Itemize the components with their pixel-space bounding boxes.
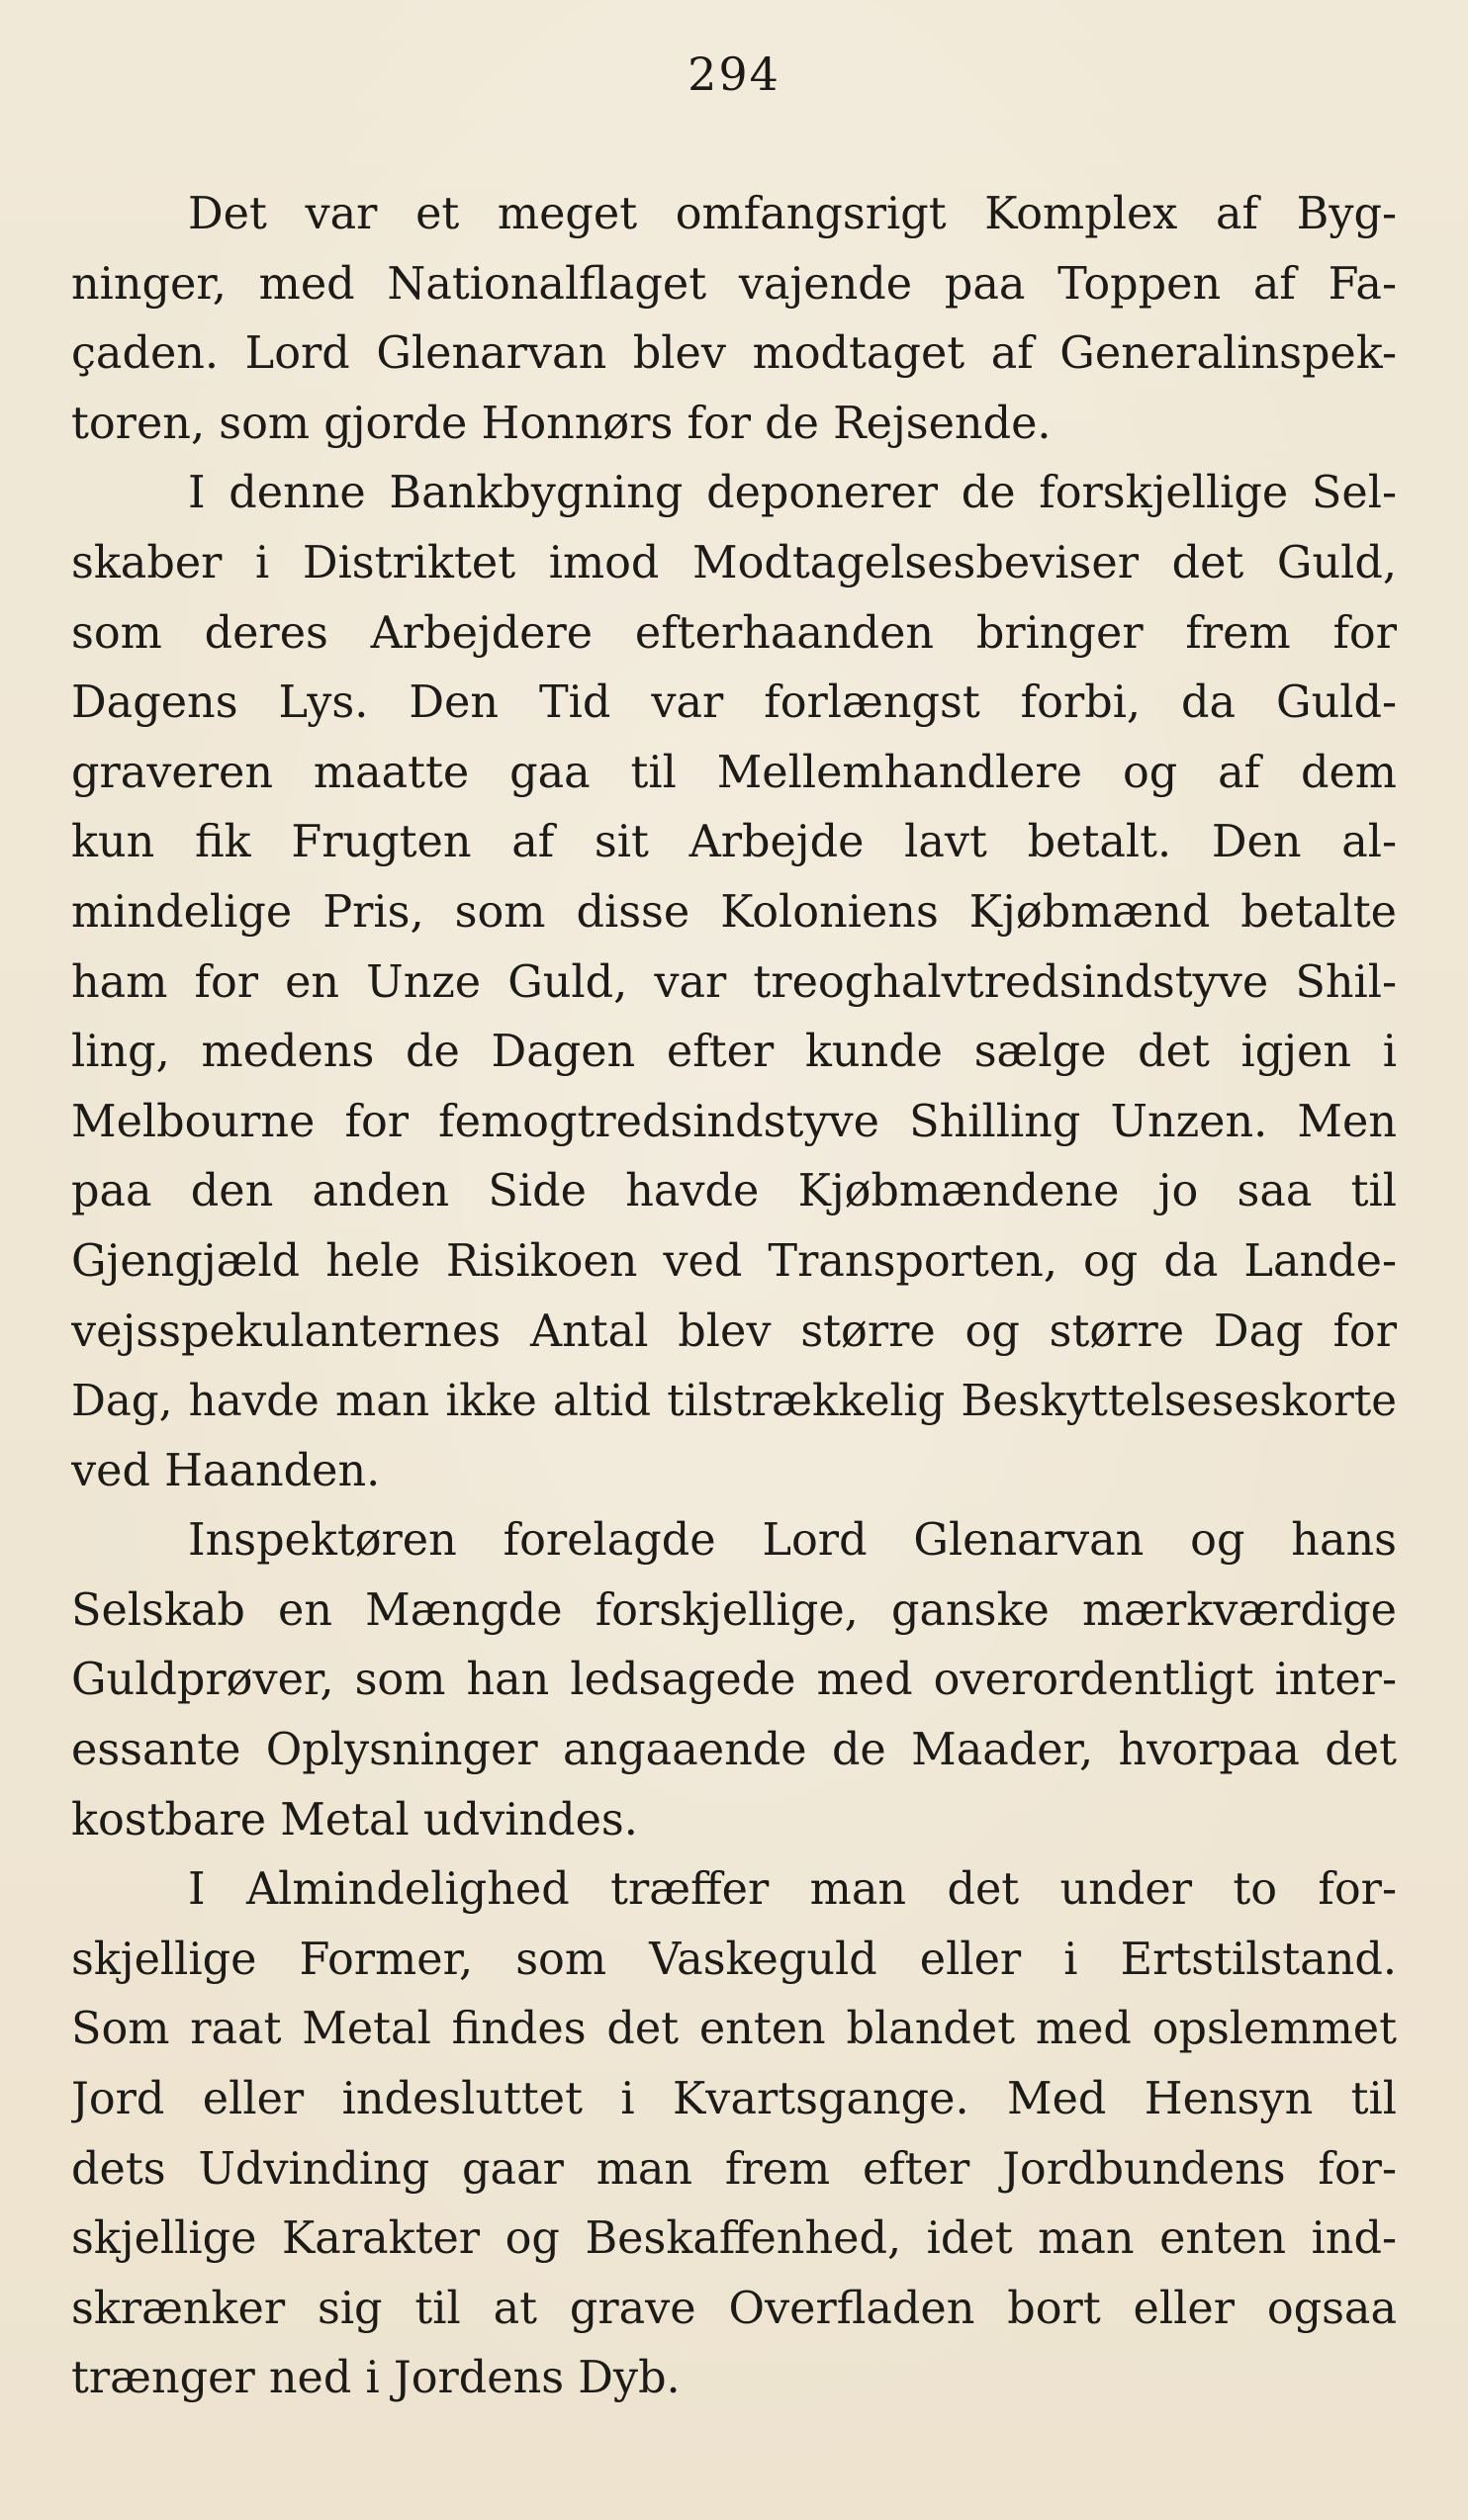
text-line: Selskab en Mængde forskjellige, ganske mærkværdige: [71, 1584, 1397, 1636]
text-line: Melbourne for femogtredsindstyve Shilling Unzen. Men: [71, 1096, 1397, 1147]
text-line: Inspektøren forelagde Lord Glenarvan og hans: [188, 1515, 1397, 1567]
text-line: paa den anden Side havde Kjøbmændene jo saa til: [71, 1166, 1397, 1217]
page-number: 294: [688, 47, 780, 101]
text-line: som deres Arbejdere efterhaanden bringer frem for: [71, 607, 1397, 659]
text-line: ninger, med Nationalflaget vajende paa Toppen af Fa-: [71, 258, 1397, 310]
text-line: Guldprøver, som han ledsagede med overordentligt inter-: [71, 1655, 1397, 1706]
text-line: skaber i Distriktet imod Modtagelsesbeviser det Guld,: [71, 537, 1397, 588]
text-line: Som raat Metal findes det enten blandet med opslemmet: [71, 2004, 1397, 2055]
text-line: toren, som gjorde Honnørs for de Rejsende.: [71, 398, 1052, 449]
body-text: [71, 180, 1397, 2414]
text-line: Dagens Lys. Den Tid var forlængst forbi, da Guld-: [71, 677, 1397, 729]
text-line: trænger ned i Jordens Dyb.: [71, 2353, 681, 2404]
text-line: Dag, havde man ikke altid tilstrækkelig Beskyttelseseskorte: [71, 1377, 1397, 1427]
text-line: dets Udvinding gaar man frem efter Jordbundens for-: [71, 2143, 1397, 2195]
text-line: I Almindelighed træffer man det under to for-: [188, 1864, 1397, 1916]
text-line: ham for en Unze Guld, var treoghalvtredsindstyve Shil-: [71, 956, 1397, 1008]
text-line: skjellige Former, som Vaskeguld eller i Ertstilstand.: [71, 1934, 1397, 1985]
text-line: kun fik Frugten af sit Arbejde lavt betalt. Den al-: [71, 817, 1397, 868]
text-line: Gjengjæld hele Risikoen ved Transporten, og da Lande-: [71, 1235, 1397, 1287]
text-line: vejsspekulanternes Antal blev større og større Dag for: [71, 1305, 1397, 1357]
text-line: Jord eller indesluttet i Kvartsgange. Med Hensyn til: [71, 2074, 1397, 2125]
text-line: mindelige Pris, som disse Koloniens Kjøbmænd betalte: [71, 886, 1397, 938]
text-line: Det var et meget omfangsrigt Komplex af Byg-: [188, 189, 1397, 239]
text-line: çaden. Lord Glenarvan blev modtaget af Generalinspek-: [71, 328, 1397, 380]
text-line: I denne Bankbygning deponerer de forskjellige Sel-: [188, 468, 1397, 519]
text-line: kostbare Metal udvindes.: [71, 1794, 638, 1845]
text-line: skrænker sig til at grave Overfladen bort eller ogsaa: [71, 2283, 1397, 2334]
text-line: ved Haanden.: [71, 1445, 381, 1496]
text-line: essante Oplysninger angaaende de Maader, hvorpaa det: [71, 1725, 1397, 1776]
text-line: ling, medens de Dagen efter kunde sælge det igjen i: [71, 1027, 1397, 1078]
text-line: skjellige Karakter og Beskaffenhed, idet man enten ind-: [71, 2213, 1397, 2265]
text-line: graveren maatte gaa til Mellemhandlere og af dem: [71, 747, 1397, 798]
